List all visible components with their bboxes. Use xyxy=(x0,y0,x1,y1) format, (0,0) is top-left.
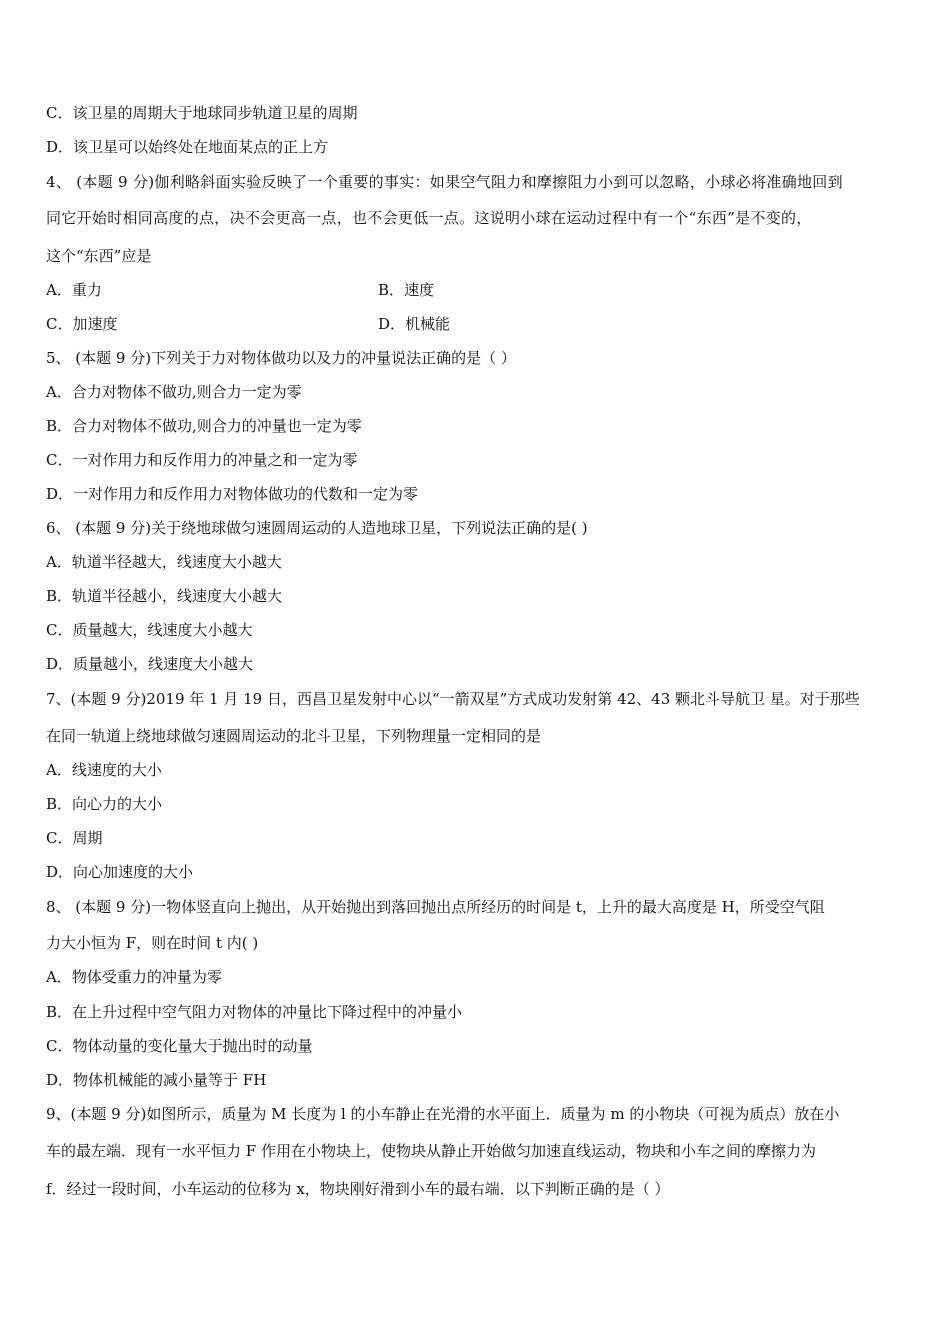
q6-option-b: B．轨道半径越小，线速度大小越大 xyxy=(46,587,283,605)
q9-stem-line1: 9、(本题 9 分)如图所示，质量为 M 长度为 l 的小车静止在光滑的水平面上．质量为 m 的小物块（可视为质点）放在小 xyxy=(46,1105,840,1123)
q8-stem-line2: 力大小恒为 F，则在时间 t 内( ) xyxy=(46,934,259,952)
q8-option-a: A．物体受重力的冲量为零 xyxy=(46,968,222,986)
q6-option-d: D．质量越小，线速度大小越大 xyxy=(46,655,254,673)
q7-option-d: D．向心加速度的大小 xyxy=(46,863,194,881)
q4-option-b: B．速度 xyxy=(378,281,435,299)
q5-option-c: C．一对作用力和反作用力的冲量之和一定为零 xyxy=(46,451,358,469)
q8-option-d: D．物体机械能的减小量等于 FH xyxy=(46,1071,267,1089)
q3-option-d: D．该卫星可以始终处在地面某点的正上方 xyxy=(46,138,329,156)
q7-option-b: B．向心力的大小 xyxy=(46,795,163,813)
q4-option-c: C．加速度 xyxy=(46,315,118,333)
q7-option-a: A．线速度的大小 xyxy=(46,761,162,779)
q4-stem-line2: 同它开始时相同高度的点，决不会更高一点，也不会更低一点。这说明小球在运动过程中有一个“东西”是不变的， xyxy=(46,209,812,227)
q3-option-c: C．该卫星的周期大于地球同步轨道卫星的周期 xyxy=(46,104,358,122)
q5-stem: 5、 (本题 9 分)下列关于力对物体做功以及力的冲量说法正确的是（ ） xyxy=(46,349,516,367)
q4-option-d: D．机械能 xyxy=(378,315,451,333)
q4-stem-line3: 这个“东西”应是 xyxy=(46,247,152,265)
q7-stem-line1: 7、(本题 9 分)2019 年 1 月 19 日，西昌卫星发射中心以“一箭双星”方式成功发射第 42、43 颗北斗导航卫 星。对于那些 xyxy=(46,690,860,708)
q9-stem-line3: f．经过一段时间，小车运动的位移为 x，物块刚好滑到小车的最右端．以下判断正确的是（ ） xyxy=(46,1180,670,1198)
q8-option-b: B．在上升过程中空气阻力对物体的冲量比下降过程中的冲量小 xyxy=(46,1003,463,1021)
q7-stem-line2: 在同一轨道上绕地球做匀速圆周运动的北斗卫星，下列物理量一定相同的是 xyxy=(46,727,542,745)
q9-stem-line2: 车的最左端．现有一水平恒力 F 作用在小物块上，使物块从静止开始做匀加速直线运动，物块和小车之间的摩擦力为 xyxy=(46,1142,816,1160)
q6-option-c: C．质量越大，线速度大小越大 xyxy=(46,621,253,639)
q7-option-c: C．周期 xyxy=(46,829,103,847)
q4-option-a: A．重力 xyxy=(46,281,102,299)
q6-option-a: A．轨道半径越大，线速度大小越大 xyxy=(46,553,282,571)
q5-option-d: D．一对作用力和反作用力对物体做功的代数和一定为零 xyxy=(46,485,419,503)
q4-stem-line1: 4、 (本题 9 分)伽利略斜面实验反映了一个重要的事实：如果空气阻力和摩擦阻力小到可以忽略，小球必将准确地回到 xyxy=(46,173,843,191)
q8-option-c: C．物体动量的变化量大于抛出时的动量 xyxy=(46,1037,313,1055)
q6-stem: 6、 (本题 9 分)关于绕地球做匀速圆周运动的人造地球卫星，下列说法正确的是( ) xyxy=(46,519,588,537)
q8-stem-line1: 8、 (本题 9 分)一物体竖直向上抛出，从开始抛出到落回抛出点所经历的时间是 t，上升的最大高度是 H，所受空气阻 xyxy=(46,898,825,916)
q5-option-b: B．合力对物体不做功,则合力的冲量也一定为零 xyxy=(46,417,362,435)
q5-option-a: A．合力对物体不做功,则合力一定为零 xyxy=(46,383,302,401)
